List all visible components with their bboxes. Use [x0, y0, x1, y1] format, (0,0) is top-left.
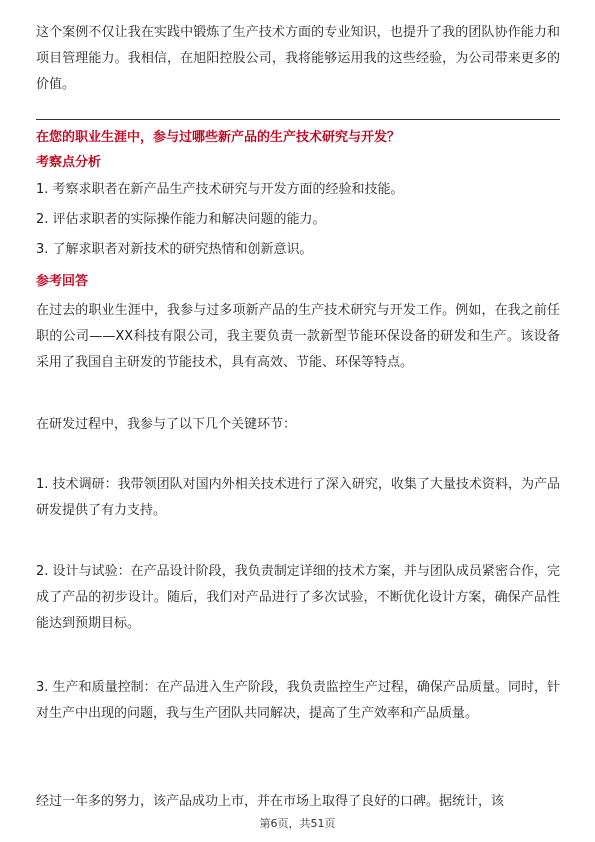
answer-paragraph-2: 在研发过程中，我参与了以下几个关键环节：: [36, 417, 297, 432]
analysis-item-3: 3. 了解求职者对新技术的研究热情和创新意识。: [36, 242, 313, 257]
intro-paragraph: 这个案例不仅让我在实践中锻炼了生产技术方面的专业知识，也提升了我的团队协作能力和项目管理能力。我相信，在旭阳控股公司，我将能够运用我的这些经验，为公司带来更多的价值。: [36, 25, 560, 92]
section-divider: [36, 119, 560, 120]
answer-title: 参考回答: [36, 274, 89, 289]
answer-paragraph-1: 在过去的职业生涯中，我参与过多项新产品的生产技术研究与开发工作。例如，在我之前任职的公司——XX科技有限公司，我主要负责一款新型节能环保设备的研发和生产。该设备采用了我国自主研发的节能技术，具有高效、节能、环保等特点。: [36, 303, 560, 370]
answer-paragraph-6: 经过一年多的努力，该产品成功上市，并在市场上取得了良好的口碑。据统计，该: [36, 794, 505, 809]
answer-paragraph-3: 1. 技术调研：我带领团队对国内外相关技术进行了深入研究，收集了大量技术资料，为产品研发提供了有力支持。: [36, 477, 560, 518]
document-page: [36, 0, 560, 842]
analysis-item-1: 1. 考察求职者在新产品生产技术研究与开发方面的经验和技能。: [36, 182, 404, 197]
analysis-title: 考察点分析: [36, 155, 102, 170]
question-heading: 在您的职业生涯中，参与过哪些新产品的生产技术研究与开发？: [36, 130, 401, 145]
page-number: 第6页，共51页: [259, 817, 336, 830]
answer-paragraph-5: 3. 生产和质量控制：在产品进入生产阶段，我负责监控生产过程，确保产品质量。同时，针对生产中出现的问题，我与生产团队共同解决，提高了生产效率和产品质量。: [36, 680, 560, 721]
answer-paragraph-4: 2. 设计与试验：在产品设计阶段，我负责制定详细的技术方案，并与团队成员紧密合作，完成了产品的初步设计。随后，我们对产品进行了多次试验，不断优化设计方案，确保产品性能达到预期目标。: [36, 564, 560, 631]
analysis-item-2: 2. 评估求职者的实际操作能力和解决问题的能力。: [36, 212, 326, 227]
